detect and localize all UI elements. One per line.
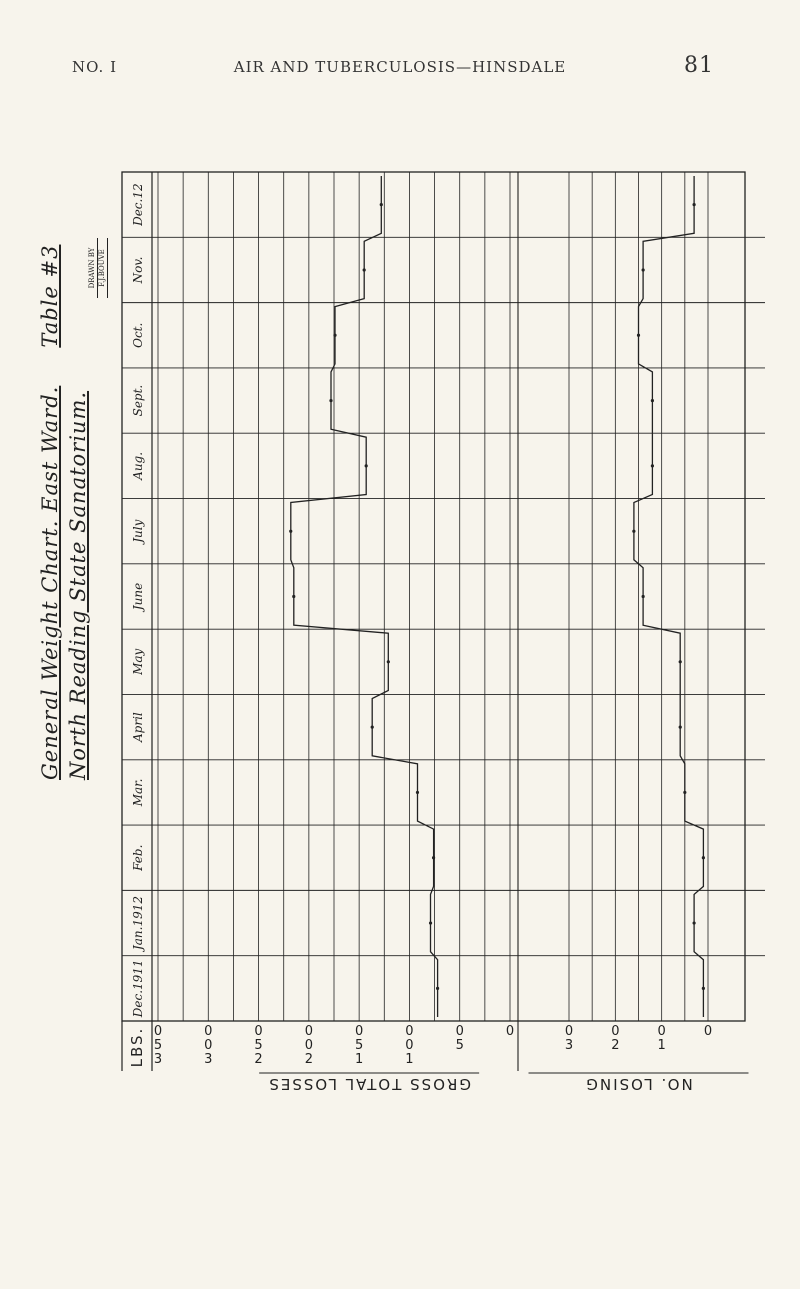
gross-total-losses-point [365, 464, 368, 467]
gross-tick-label: 0 5 [455, 1024, 464, 1053]
number-losing-point [679, 660, 682, 663]
gross-tick-label: 0 [505, 1024, 515, 1039]
number-losing-point [651, 464, 654, 467]
gross-tick-label: 0 5 2 [254, 1024, 263, 1067]
month-label: Feb. [131, 844, 145, 871]
month-label: Sept. [131, 384, 145, 417]
gross-total-losses-line [291, 176, 438, 1017]
unit-label: LBS. [128, 1026, 146, 1068]
month-label: July [131, 519, 145, 543]
month-label: Oct. [131, 322, 145, 348]
month-label: June [131, 582, 145, 611]
number-losing-point [702, 856, 705, 859]
gross-total-losses-point [329, 399, 332, 402]
number-losing-point [642, 595, 645, 598]
header-page-section: NO. I [72, 58, 118, 76]
number-losing-point [683, 791, 686, 794]
losing-tick-label: 0 1 [657, 1024, 666, 1053]
number-losing-point [632, 530, 635, 533]
number-losing-point [642, 268, 645, 271]
gross-tick-label: 0 0 1 [405, 1024, 414, 1067]
chart-subtitle: North Reading State Sanatorium. [66, 390, 90, 780]
gross-total-losses-point [363, 268, 366, 271]
number-losing-point [637, 334, 640, 337]
number-losing-point [693, 921, 696, 924]
header-page-number: 81 [684, 53, 714, 78]
gross-total-losses-point [429, 921, 432, 924]
gross-total-losses-point [333, 334, 336, 337]
gross-total-losses-point [416, 791, 419, 794]
gross-total-losses-point [436, 987, 439, 990]
header-running-title: AIR AND TUBERCULOSIS—HINSDALE [233, 58, 567, 76]
gross-total-losses-title: GROSS TOTAL LOSSES [267, 1075, 471, 1093]
gross-total-losses-point [387, 660, 390, 663]
number-losing-point [651, 399, 654, 402]
gross-tick-label: 0 5 3 [153, 1024, 163, 1067]
losing-tick-label: 0 3 [564, 1024, 574, 1053]
chart-title: General Weight Chart. East Ward. [38, 385, 62, 780]
number-losing-title: NO. LOSING [584, 1075, 693, 1093]
gross-tick-label: 0 0 3 [204, 1024, 213, 1067]
gross-tick-label: 0 0 2 [304, 1024, 313, 1067]
number-losing-point [693, 203, 696, 206]
month-label: Mar. [131, 778, 145, 807]
month-label: Dec.1911 [131, 959, 145, 1018]
drawn-by-line-2: F.J.BOUVE [98, 238, 108, 298]
table-number: Table #3 [38, 244, 62, 348]
gross-total-losses-point [380, 203, 383, 206]
month-label: Dec.12 [131, 183, 145, 226]
losing-tick-label: 0 2 [611, 1024, 620, 1053]
gross-total-losses-point [289, 530, 292, 533]
losing-tick-label: 0 [703, 1024, 713, 1039]
month-label: May [131, 648, 145, 675]
number-losing-point [702, 987, 705, 990]
gross-total-losses-point [292, 595, 295, 598]
gross-total-losses-point [371, 726, 374, 729]
month-label: Nov. [131, 256, 145, 284]
month-label: April [131, 712, 145, 742]
month-label: Aug. [131, 451, 145, 480]
number-losing-point [679, 726, 682, 729]
chart-frame [122, 172, 745, 1021]
gross-tick-label: 0 5 1 [355, 1024, 364, 1067]
drawn-by-line-1: DRAWN BY [88, 238, 98, 298]
gross-total-losses-point [432, 856, 435, 859]
month-label: Jan.1912 [131, 896, 145, 951]
